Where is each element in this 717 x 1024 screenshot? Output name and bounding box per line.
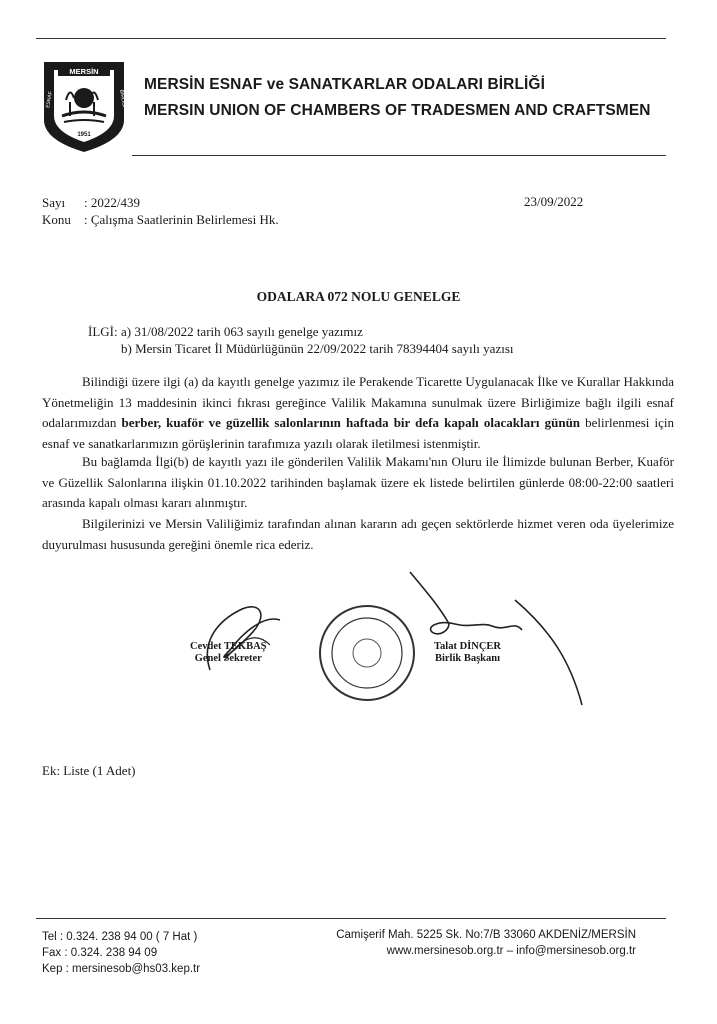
document-date: 23/09/2022: [524, 194, 584, 209]
ilgi-item-a: a) 31/08/2022 tarih 063 sayılı genelge yazımız: [121, 324, 363, 339]
paragraph-1: [42, 372, 674, 454]
footer-kep: Kep : mersinesob@hs03.kep.tr: [42, 963, 201, 975]
svg-text:MERSİN: MERSİN: [69, 67, 99, 76]
left-signatory-title: Genel Sekreter: [194, 653, 262, 664]
sayi-value: : 2022/439: [84, 195, 140, 210]
footer-rule: [36, 918, 666, 919]
right-signatory-title: Birlik Başkanı: [434, 653, 501, 664]
footer-contact: [42, 929, 200, 977]
paragraph-1-tail: belirlenmesi için esnaf ve sanatkarlarımızın görüşlerinin tarafımıza yazılı olarak iletilmesi istenmiştir.: [42, 415, 674, 451]
paragraph-1-lead: Bilindiği üzere ilgi (a) da kayıtlı genelge yazımız ile Perakende Ticarette Uygulanacak İlke ve Kurallar Hakkında Yönetmeliğin 13 maddesinin ikinci fıkrası gereğince Valilik Makamına sunulmak üzere Birliğimize bağlı ilgili esnaf odalarımızdan: [42, 374, 674, 430]
header-bottom-rule: [132, 155, 666, 156]
footer-tel: Tel : 0.324. 238 94 00 ( 7 Hat ): [42, 931, 198, 943]
org-logo: [40, 58, 128, 154]
footer-address-block: [306, 927, 636, 959]
official-stamp: [320, 606, 414, 700]
left-signatory-name: Cevdet TEKBAŞ: [190, 641, 267, 652]
konu-value: : Çalışma Saatlerinin Belirlemesi Hk.: [84, 212, 279, 227]
sayi-label: Sayı: [42, 195, 66, 210]
svg-text:BİRLİĞİ: BİRLİĞİ: [118, 89, 128, 108]
konu-label: Konu: [42, 212, 71, 227]
org-name-tr: MERSİN ESNAF ve SANATKARLAR ODALARI BİRLİĞİ: [144, 76, 545, 93]
left-signature-block: [190, 641, 267, 665]
ilgi-label: İLGİ:: [88, 324, 118, 339]
org-name-en: MERSIN UNION OF CHAMBERS OF TRADESMEN AND CRAFTSMEN: [144, 102, 651, 119]
footer-web: www.mersinesob.org.tr – info@mersinesob.org.tr: [386, 945, 636, 957]
svg-text:1951: 1951: [77, 132, 91, 138]
svg-text:ESNAF: ESNAF: [45, 90, 54, 109]
right-signature-drawing: [410, 572, 582, 705]
paragraph-3: Bilgilerinizi ve Mersin Valiliğimiz tarafından alınan kararın adı geçen sektörlerde hizmet veren oda üyelerimize duyurulması hususunda gereğini önemle rica ederiz.: [42, 516, 674, 552]
right-signatory-name: Talat DİNÇER: [434, 641, 501, 652]
ilgi-item-b: b) Mersin Ticaret İl Müdürlüğünün 22/09/2022 tarih 78394404 sayılı yazısı: [121, 341, 514, 356]
right-signature-block: [434, 641, 501, 665]
footer-fax: Fax : 0.324. 238 94 09: [42, 947, 158, 959]
paragraph-2: Bu bağlamda İlgi(b) de kayıtlı yazı ile gönderilen Valilik Makamı'nın Oluru ile İlimizde bulunan Berber, Kuaför ve Güzellik Salonlarına ilişkin 01.10.2022 tarihinden başlamak üzere ek listede belirtilen günlerde 08:00-22:00 saatleri arasında kapalı olması kararı alınmıştır.: [42, 454, 674, 510]
document-title: ODALARA 072 NOLU GENELGE: [256, 289, 461, 304]
footer-address: Camişerif Mah. 5225 Sk. No:7/B 33060 AKDENİZ/MERSİN: [336, 929, 636, 941]
attachment-note: Ek: Liste (1 Adet): [42, 763, 136, 778]
paragraph-1-bold: berber, kuaför ve güzellik salonlarının haftada bir defa kapalı olacakları günün: [121, 415, 581, 430]
header-top-rule: [36, 38, 666, 39]
